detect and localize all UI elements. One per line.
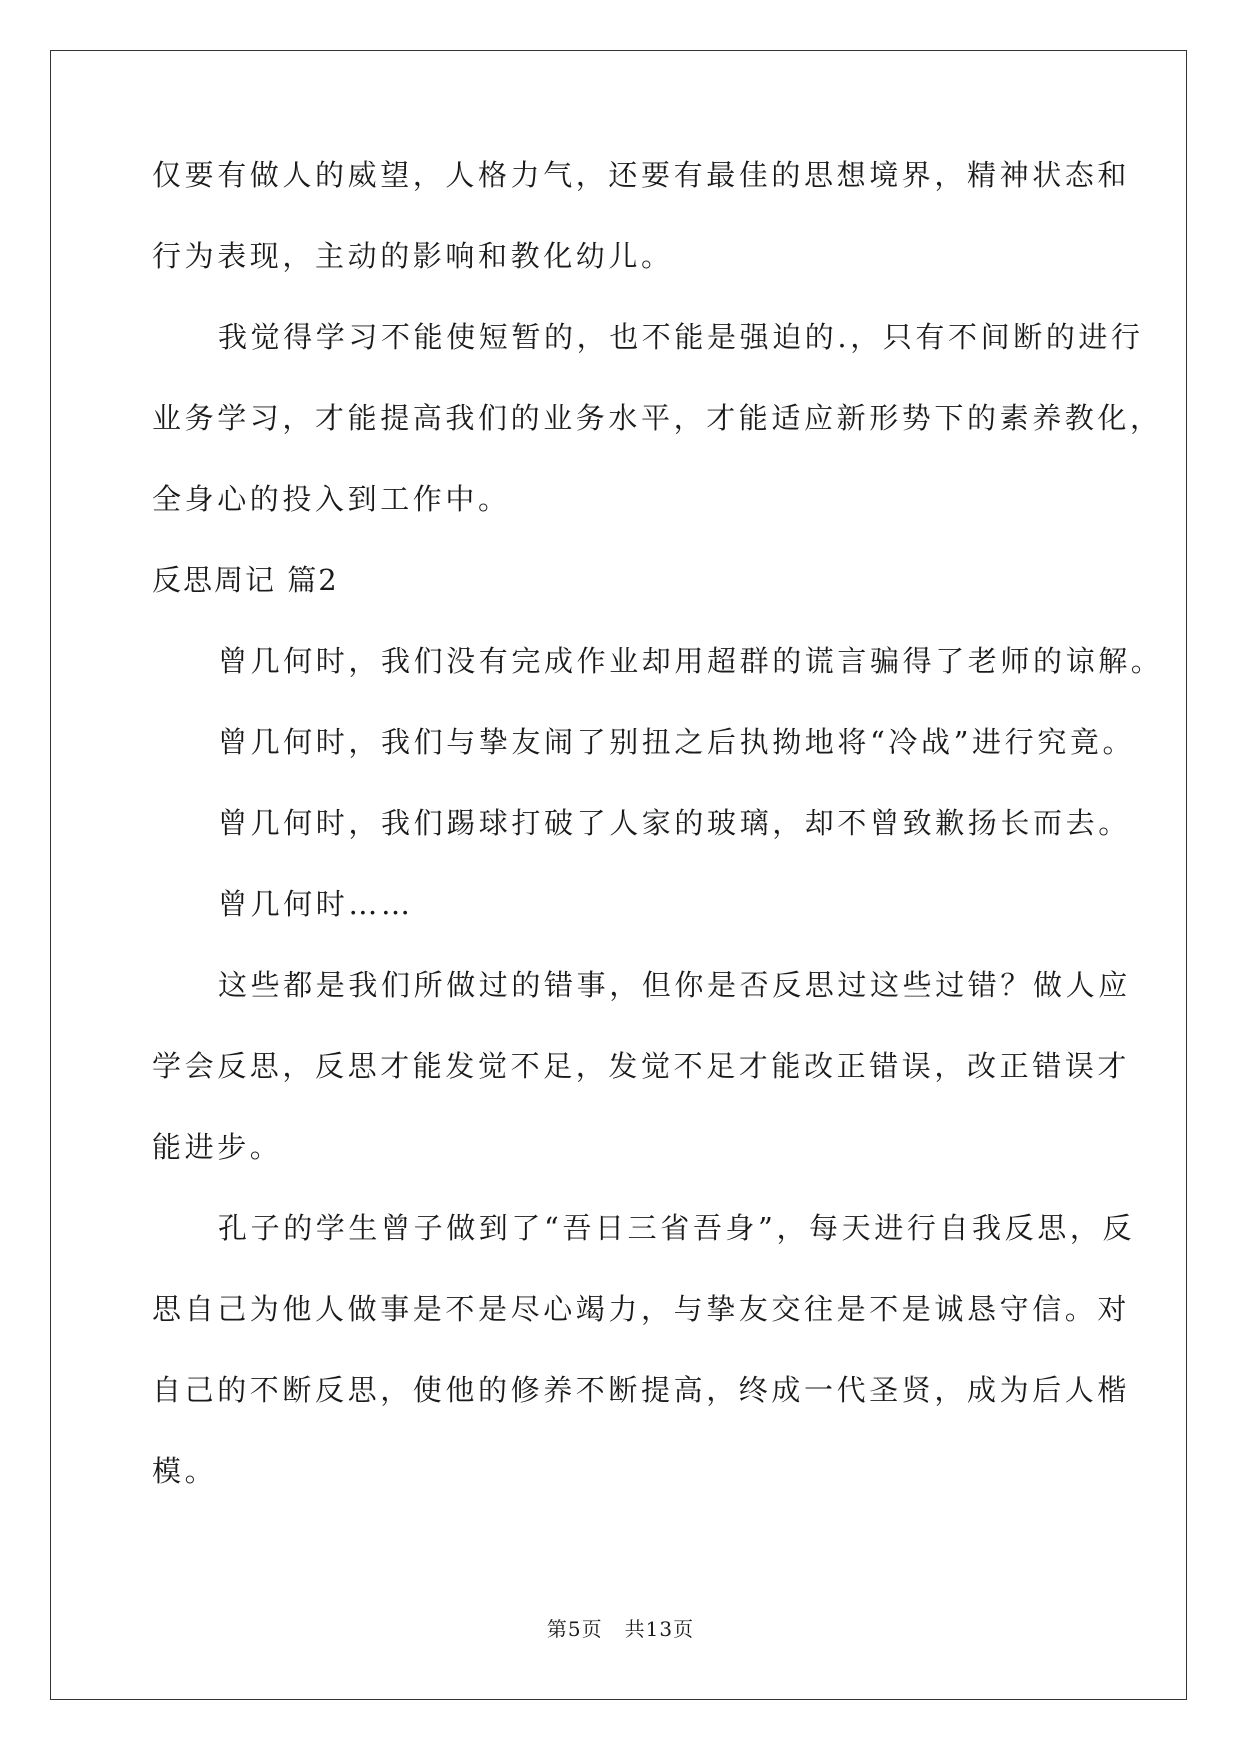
body-line: 学会反思，反思才能发觉不足，发觉不足才能改正错误，改正错误才	[152, 1049, 1131, 1083]
section-heading: 反思周记 篇2	[152, 563, 339, 597]
body-line: 业务学习，才能提高我们的业务水平，才能适应新形势下的素养教化，	[152, 401, 1163, 435]
paragraph-start: 曾几何时，我们没有完成作业却用超群的谎言骗得了老师的谅解。	[218, 644, 1164, 678]
body-line: 模。	[152, 1454, 218, 1488]
body-line: 行为表现，主动的影响和教化幼儿。	[152, 239, 674, 273]
paragraph-start: 我觉得学习不能使短暂的，也不能是强迫的.，只有不间断的进行	[218, 320, 1144, 354]
paragraph-start: 曾几何时，我们与挚友闹了别扭之后执拗地将“冷战”进行究竟。	[218, 725, 1136, 759]
body-line: 全身心的投入到工作中。	[152, 482, 511, 516]
paragraph-start: 曾几何时，我们踢球打破了人家的玻璃，却不曾致歉扬长而去。	[218, 806, 1131, 840]
page-number: 第5页	[546, 1617, 603, 1641]
body-line: 自己的不断反思，使他的修养不断提高，终成一代圣贤，成为后人楷	[152, 1373, 1131, 1407]
page-total: 共13页	[624, 1617, 695, 1641]
paragraph-start: 孔子的学生曾子做到了“吾日三省吾身”，每天进行自我反思，反	[218, 1211, 1136, 1245]
page-footer	[0, 1613, 1241, 1642]
paragraph-start: 这些都是我们所做过的错事，但你是否反思过这些过错？做人应	[218, 968, 1131, 1002]
body-line: 能进步。	[152, 1130, 283, 1164]
body-line: 仅要有做人的威望，人格力气，还要有最佳的思想境界，精神状态和	[152, 158, 1131, 192]
body-line: 思自己为他人做事是不是尽心竭力，与挚友交往是不是诚恳守信。对	[152, 1292, 1131, 1326]
document-body	[152, 158, 1164, 1537]
paragraph-start: 曾几何时……	[218, 887, 414, 921]
